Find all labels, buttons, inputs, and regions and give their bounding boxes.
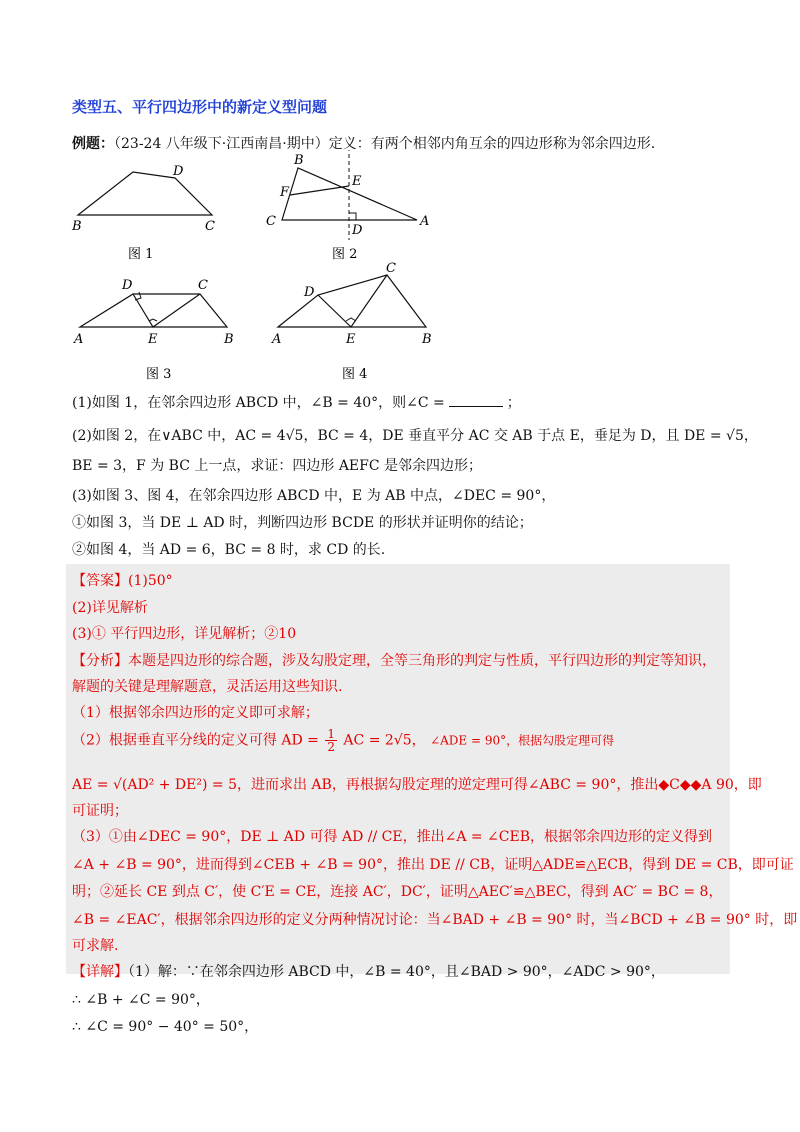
answer-1: (1)50°	[128, 573, 173, 589]
answer-tag: 【答案】	[72, 573, 128, 589]
fig2-label-a: A	[420, 214, 430, 229]
question-1-text: (1)如图 1，在邻余四边形 ABCD 中，∠B = 40°，则∠C =	[72, 395, 445, 411]
analysis-line-2: 解题的关键是理解题意，灵活运用这些知识.	[72, 679, 343, 695]
question-1	[72, 392, 521, 412]
analysis-tag: 【分析】	[72, 653, 128, 669]
analysis-line-1	[72, 650, 716, 670]
fig2-label-c: C	[266, 214, 276, 229]
fig3-label-a: A	[74, 332, 84, 347]
answer-3: (3)① 平行四边形，详见解析；②10	[72, 626, 297, 642]
fig1-caption: 图 1	[128, 247, 154, 262]
analysis-line-9: 明；②延长 CE 到点 C′，使 C′E = CE，连接 AC′，DC′，证明△AEC′≌△BEC，得到 AC′ = BC = 8，	[72, 884, 723, 900]
figure-3	[73, 278, 234, 382]
fraction-one-half	[325, 728, 337, 753]
example-lead: 例题：	[72, 136, 114, 152]
fig4-label-d: D	[304, 285, 315, 300]
analysis-line-4	[72, 728, 614, 753]
fig3-label-b: B	[224, 332, 234, 347]
answer-2: (2)详见解析	[72, 600, 148, 616]
fig1-label-c: C	[205, 219, 215, 234]
analysis-line-10: ∠B = ∠EAC′，根据邻余四边形的定义分两种情况讨论：当∠BAD + ∠B = 90° 时，当∠BCD + ∠B = 90° 时，即	[72, 912, 798, 928]
analysis-line-11: 可求解.	[72, 938, 119, 954]
fig2-label-d: D	[352, 223, 363, 238]
analysis-text-1: 本题是四边形的综合题，涉及勾股定理，全等三角形的判定与性质，平行四边形的判定等知识，	[128, 653, 716, 669]
fig4-label-e: E	[346, 332, 356, 347]
solution-line-3: ∴ ∠C = 90° − 40° = 50°，	[72, 1019, 259, 1035]
answer-line-1	[72, 570, 173, 590]
fraction-numerator: 1	[327, 727, 335, 741]
question-2-line-1: (2)如图 2，在∨ABC 中，AC = 4√5，BC = 4，DE 垂直平分 AC 交 AB 于点 E，垂足为 D，且 DE = √5，	[72, 428, 758, 444]
fig2-label-e: E	[352, 174, 362, 189]
fig1-label-b: B	[72, 219, 82, 234]
figure-2	[266, 150, 429, 262]
fig2-label-f: F	[280, 185, 290, 200]
geometry-figures	[60, 150, 480, 390]
analysis-line-7: （3）①由∠DEC = 90°，DE ⊥ AD 可得 AD // CE，推出∠A = ∠CEB，根据邻余四边形的定义得到	[72, 829, 713, 845]
fig3-label-e: E	[148, 332, 158, 347]
solution-line-1	[72, 961, 665, 981]
question-3-part-2: ②如图 4，当 AD = 6，BC = 8 时，求 CD 的长.	[72, 542, 386, 558]
answer-blank	[449, 406, 503, 407]
figure-4	[271, 261, 432, 382]
solution-line-2: ∴ ∠B + ∠C = 90°，	[72, 992, 210, 1008]
fig1-label-d: D	[173, 164, 184, 179]
fig2-label-b: B	[294, 153, 304, 168]
question-2-line-2: BE = 3，F 为 BC 上一点，求证：四边形 AEFC 是邻余四边形；	[72, 458, 483, 474]
fig2-caption: 图 2	[332, 247, 358, 262]
example-text: （23-24 八年级下·江西南昌·期中）定义：有两个相邻内角互余的四边形称为邻余四边形.	[114, 136, 656, 152]
analysis-line-8: ∠A + ∠B = 90°，进而得到∠CEB + ∠B = 90°，推出 DE // CB，证明△ADE≌△ECB，得到 DE = CB，即可证	[72, 857, 794, 873]
analysis-text-4b: AC = 2√5，	[343, 732, 426, 749]
question-3-intro: (3)如图 3、图 4，在邻余四边形 ABCD 中，E 为 AB 中点，∠DEC = 90°，	[72, 488, 556, 504]
question-3-part-1: ①如图 3，当 DE ⊥ AD 时，判断四边形 BCDE 的形状并证明你的结论；	[72, 515, 533, 531]
fig3-label-d: D	[122, 278, 133, 293]
solution-text-1: （1）解：∵在邻余四边形 ABCD 中，∠B = 40°，且∠BAD > 90°，∠ADC > 90°，	[128, 964, 665, 980]
fig3-caption: 图 3	[146, 367, 172, 382]
analysis-text-4c: ∠ADE = 90°，根据勾股定理可得	[430, 733, 615, 748]
fig4-label-c: C	[386, 261, 396, 276]
analysis-line-3: （1）根据邻余四边形的定义即可求解；	[72, 705, 319, 721]
figures	[60, 150, 480, 390]
question-1-end: ；	[506, 395, 521, 411]
fig4-label-b: B	[422, 332, 432, 347]
analysis-text-4a: （2）根据垂直平分线的定义可得 AD =	[72, 732, 319, 749]
solution-tag: 【详解】	[72, 964, 128, 980]
fraction-denominator: 2	[327, 740, 335, 754]
fig3-label-c: C	[198, 278, 208, 293]
figure-1	[71, 164, 215, 262]
analysis-line-6: 可证明；	[72, 803, 128, 819]
fig4-label-a: A	[272, 332, 282, 347]
section-title: 类型五、平行四边形中的新定义型问题	[72, 98, 328, 116]
fig4-caption: 图 4	[342, 367, 368, 382]
analysis-line-5: AE = √(AD² + DE²) = 5，进而求出 AB，再根据勾股定理的逆定理可得∠ABC = 90°，推出◆C◆◆A 90，即	[72, 777, 762, 793]
